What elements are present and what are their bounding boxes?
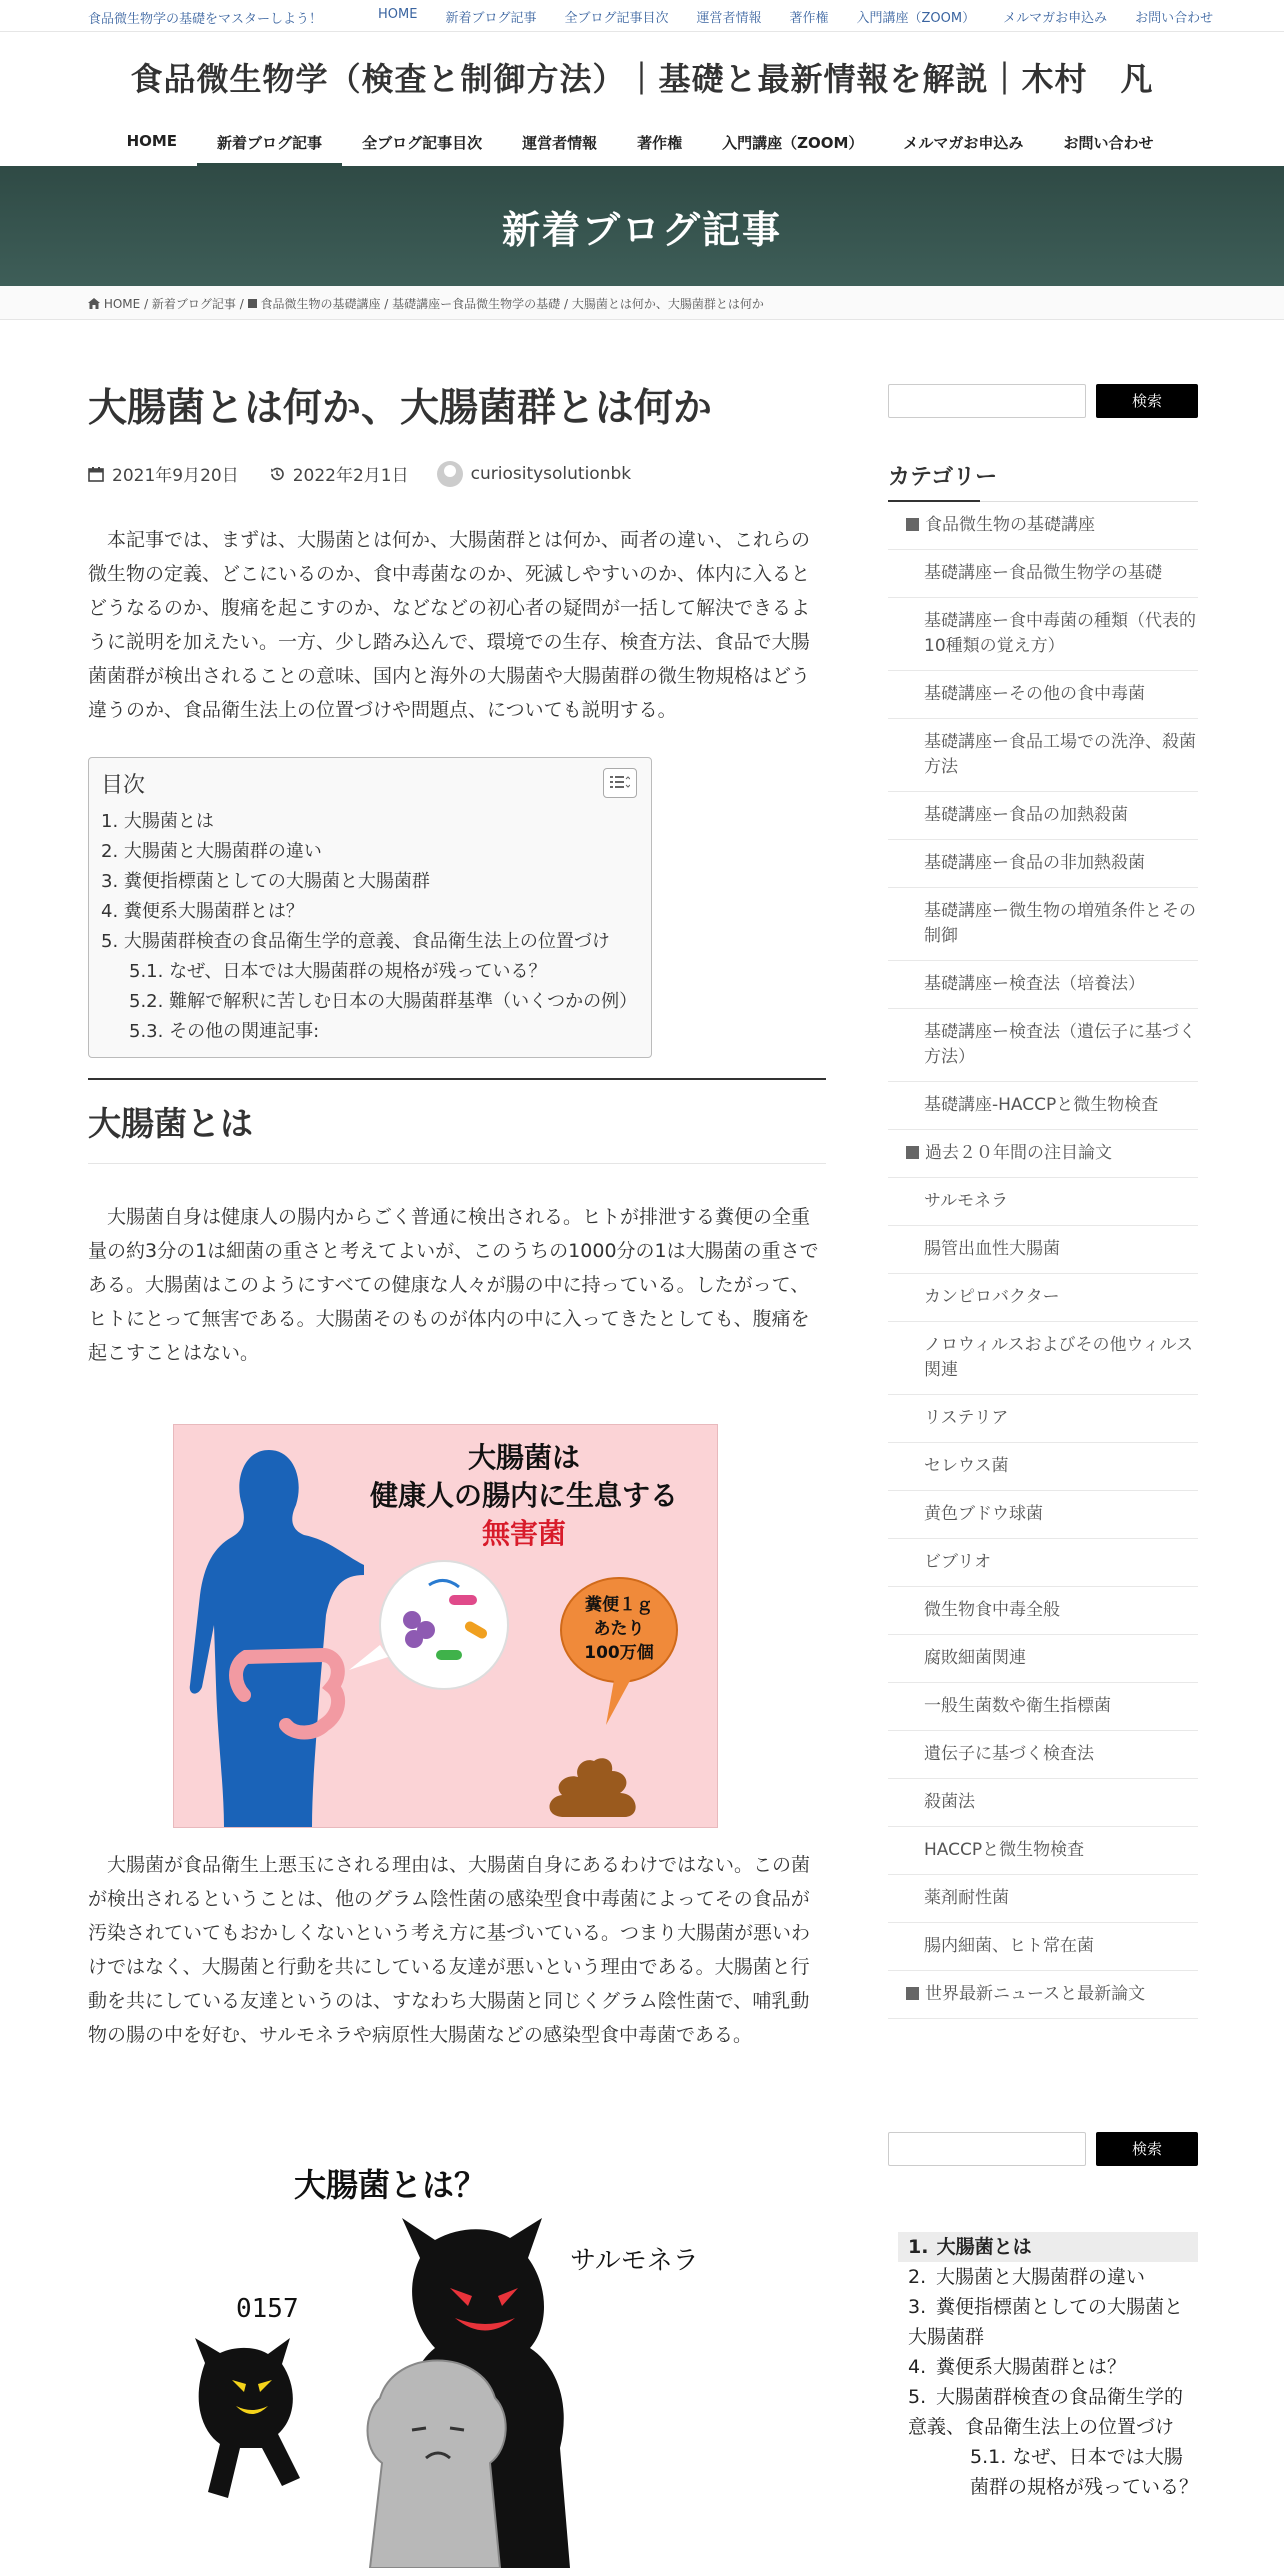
global-nav-copyright[interactable]: 著作権 xyxy=(637,134,683,152)
category-item[interactable]: セレウス菌 xyxy=(888,1443,1198,1491)
sidebar-toc-item[interactable] xyxy=(898,2352,1198,2382)
sidebar-toc-item[interactable] xyxy=(898,2382,1198,2442)
breadcrumb-subcategory[interactable]: 基礎講座ー食品微生物学の基礎 xyxy=(392,297,561,311)
sidebar-search-2 xyxy=(888,2132,1198,2166)
toc-item[interactable]: 2. 大腸菌と大腸菌群の違い xyxy=(101,840,322,862)
sidebar-search xyxy=(888,384,1198,418)
author-name[interactable]: curiositysolutionbk xyxy=(470,463,632,484)
sidebar-toc-subitem[interactable] xyxy=(898,2442,1198,2502)
site-title[interactable]: 食品微生物学（検査と制御方法）｜基礎と最新情報を解説｜木村 凡 xyxy=(130,60,1154,98)
toc-subitem[interactable]: 5.2. 難解で解釈に苦しむ日本の大腸菌群基準（いくつかの例） xyxy=(129,990,638,1012)
category-item[interactable]: 基礎講座ー食品の非加熱殺菌 xyxy=(888,840,1198,888)
toc-label: 糞便系大腸菌群とは？ xyxy=(936,2356,1127,2378)
top-nav-all-posts[interactable]: 全ブログ記事目次 xyxy=(564,11,669,26)
category-item[interactable]: ノロウィルスおよびその他ウィルス関連 xyxy=(888,1322,1198,1395)
article-intro: 本記事では、まずは、大腸菌とは何か、大腸菌群とは何か、両者の違い、これらの微生物の定義、どこにいるのか、食中毒菌なのか、死滅しやすいのか、体内に入るとどうなるのか、腹痛を起こすのか、などなどの初心者の疑問が一括して解決できるように説明を加えたい。一方、少し踏み込んで、環境での生存、検査方法、食品で大腸菌菌群が検出されることの意味、国内と海外の大腸菌や大腸菌群の微生物規格はどう違うのか、食品衛生法上の位置づけや問題点、についても説明する。 xyxy=(88,528,811,721)
ecoli-friends-illustration xyxy=(150,2148,770,2568)
breadcrumb-new-posts[interactable]: 新着ブログ記事 xyxy=(151,297,236,311)
category-item[interactable]: 基礎講座ー食品工場での洗浄、殺菌方法 xyxy=(888,719,1198,792)
global-nav-home[interactable]: HOME xyxy=(126,132,178,150)
home-icon xyxy=(88,298,100,309)
toc-number: 5. xyxy=(908,2386,927,2408)
calendar-icon xyxy=(88,466,104,482)
category-item[interactable]: 基礎講座ーその他の食中毒菌 xyxy=(888,671,1198,719)
category-widget-title: カテゴリー xyxy=(888,460,1198,502)
top-bar xyxy=(0,0,1284,32)
history-icon xyxy=(269,466,285,482)
category-item[interactable]: 基礎講座-HACCPと微生物検査 xyxy=(888,1082,1198,1130)
global-nav-zoom-course[interactable]: 入門講座（ZOOM） xyxy=(722,134,864,152)
category-item[interactable]: リステリア xyxy=(888,1395,1198,1443)
bubble-line-2: あたり xyxy=(593,1619,645,1639)
toc-item[interactable]: 1. 大腸菌とは xyxy=(101,810,214,832)
toc-label: 糞便指標菌としての大腸菌と大腸菌群 xyxy=(908,2296,1184,2348)
category-item[interactable]: ビブリオ xyxy=(888,1539,1198,1587)
top-nav-copyright[interactable]: 著作権 xyxy=(789,11,829,26)
article xyxy=(88,370,826,1370)
germ-characters-graphic xyxy=(150,2148,770,2568)
updated-date: 2022年2月1日 xyxy=(292,466,409,487)
toc-item[interactable]: 5. 大腸菌群検査の食品衛生学的意義、食品衛生法上の位置づけ xyxy=(101,930,610,952)
author-avatar xyxy=(437,461,463,487)
sidebar-toc-item[interactable] xyxy=(898,2262,1198,2292)
toc-label: 大腸菌と大腸菌群の違い xyxy=(936,2266,1146,2288)
category-item[interactable] xyxy=(888,1971,1198,2019)
page-header-title: 新着ブログ記事 xyxy=(501,207,782,252)
section-heading: 大腸菌とは xyxy=(88,1078,826,1164)
table-of-contents xyxy=(88,757,652,1058)
category-item[interactable]: 基礎講座ー食中毒菌の種類（代表的10種類の覚え方） xyxy=(888,598,1198,671)
global-nav-new-posts[interactable]: 新着ブログ記事 xyxy=(197,126,342,166)
breadcrumb-home[interactable]: HOME xyxy=(103,297,141,311)
illustration-line-2: 健康人の腸内に生息する xyxy=(369,1479,678,1512)
top-nav-zoom-course[interactable]: 入門講座（ZOOM） xyxy=(856,11,976,26)
toc-item[interactable]: 4. 糞便系大腸菌群とは？ xyxy=(101,900,304,922)
illustration-line-1: 大腸菌は xyxy=(467,1441,580,1474)
global-nav-all-posts[interactable]: 全ブログ記事目次 xyxy=(362,134,483,152)
category-item[interactable] xyxy=(888,1130,1198,1178)
folder-icon xyxy=(906,518,919,531)
folder-icon xyxy=(906,1146,919,1159)
category-item[interactable]: カンピロバクター xyxy=(888,1274,1198,1322)
top-nav-new-posts[interactable]: 新着ブログ記事 xyxy=(445,11,537,26)
top-nav-newsletter[interactable]: メルマガお申込み xyxy=(1003,11,1108,26)
sidebar-search-button[interactable]: 検索 xyxy=(1096,384,1198,418)
category-label: 世界最新ニュースと最新論文 xyxy=(925,1984,1146,2004)
top-nav-home[interactable]: HOME xyxy=(378,7,418,22)
toc-number: 1. xyxy=(908,2236,929,2258)
sidebar-search-input[interactable] xyxy=(888,384,1086,418)
article-title: 大腸菌とは何か、大腸菌群とは何か xyxy=(88,386,713,431)
category-item[interactable]: 腐敗細菌関連 xyxy=(888,1635,1198,1683)
page-header-banner xyxy=(0,166,1284,286)
category-item[interactable]: HACCPと微生物検査 xyxy=(888,1827,1198,1875)
category-item[interactable]: サルモネラ xyxy=(888,1178,1198,1226)
sidebar-toc-item[interactable] xyxy=(898,2232,1198,2262)
toc-number: 2. xyxy=(908,2266,927,2288)
top-nav-contact[interactable]: お問い合わせ xyxy=(1135,11,1214,26)
category-item[interactable]: 黄色ブドウ球菌 xyxy=(888,1491,1198,1539)
category-item[interactable]: 基礎講座ー食品の加熱殺菌 xyxy=(888,792,1198,840)
category-list xyxy=(888,502,1198,2019)
toc-item[interactable]: 3. 糞便指標菌としての大腸菌と大腸菌群 xyxy=(101,870,430,892)
category-item[interactable]: 殺菌法 xyxy=(888,1779,1198,1827)
article-meta xyxy=(88,461,826,487)
toc-subitem[interactable]: 5.1. なぜ、日本では大腸菌群の規格が残っている？ xyxy=(129,960,547,982)
toc-label: 大腸菌とは xyxy=(936,2236,1032,2258)
bubble-line-3: 100万個 xyxy=(584,1643,654,1663)
category-item[interactable]: 基礎講座ー食品微生物学の基礎 xyxy=(888,550,1198,598)
category-item[interactable]: 薬剤耐性菌 xyxy=(888,1875,1198,1923)
illustration-bubble-text xyxy=(562,1593,676,1665)
global-nav xyxy=(126,126,1154,166)
toc-subitem[interactable]: 5.3. その他の関連記事: xyxy=(129,1020,320,1042)
site-tagline: 食品微生物学の基礎をマスターしよう！ xyxy=(88,12,323,27)
figure-title: 大腸菌とは？ xyxy=(293,2166,486,2204)
figure-label-o157: 0157 xyxy=(236,2294,299,2324)
illustration-caption xyxy=(344,1439,704,1553)
category-item[interactable]: 一般生菌数や衛生指標菌 xyxy=(888,1683,1198,1731)
toc-number: 3. xyxy=(908,2296,927,2318)
sidebar-toc xyxy=(898,2232,1198,2502)
top-nav-about[interactable]: 運営者情報 xyxy=(696,11,762,26)
section-paragraph: 大腸菌が食品衛生上悪玉にされる理由は、大腸菌自身にあるわけではない。この菌が検出されるということは、他のグラム陰性菌の感染型食中毒菌によってその食品が汚染されていてもおかしくないという考え方に基づいている。つまり大腸菌が悪いわけではなく、大腸菌と行動を共にしている友達が悪いという理由である。大腸菌と行動を共にしている友達というのは、すなわち大腸菌と同じくグラム陰性菌で、哺乳動物の腸の中を好む、サルモネラや病原性大腸菌などの感染型食中毒菌である。 xyxy=(88,1854,811,2046)
category-item[interactable]: 遺伝子に基づく検査法 xyxy=(888,1731,1198,1779)
category-label: 過去２０年間の注目論文 xyxy=(925,1143,1112,1163)
category-item[interactable]: 腸管出血性大腸菌 xyxy=(888,1226,1198,1274)
ecoli-harmless-illustration xyxy=(173,1424,718,1828)
section-paragraph: 大腸菌自身は健康人の腸内からごく普通に検出される。ヒトが排泄する糞便の全重量の約3分の1は細菌の重さと考えてよいが、このうちの1000分の1は大腸菌の重さである。大腸菌はこのようにすべての健康な人々が腸の中に持っている。したがって、ヒトにとって無害である。大腸菌そのものが体内の中に入ってきたとしても、腹痛を起こすことはない。 xyxy=(88,1205,819,1364)
category-item[interactable]: 基礎講座ー検査法（培養法） xyxy=(888,961,1198,1009)
toc-toggle-button[interactable] xyxy=(603,768,637,798)
category-item[interactable]: 微生物食中毒全般 xyxy=(888,1587,1198,1635)
toc-title: 目次 xyxy=(101,772,146,798)
category-item[interactable]: 基礎講座ー検査法（遺伝子に基づく方法） xyxy=(888,1009,1198,1082)
toc-label: 大腸菌群検査の食品衛生学的意義、食品衛生法上の位置づけ xyxy=(908,2386,1184,2438)
top-nav xyxy=(378,7,1241,26)
sidebar-search-input-2[interactable] xyxy=(888,2132,1086,2166)
toc-number: 4. xyxy=(908,2356,927,2378)
category-label: 食品微生物の基礎講座 xyxy=(925,515,1095,535)
folder-icon xyxy=(248,299,257,308)
bubble-line-1: 糞便１ｇ xyxy=(585,1595,653,1615)
category-item[interactable] xyxy=(888,502,1198,550)
category-item[interactable]: 腸内細菌、ヒト常在菌 xyxy=(888,1923,1198,1971)
toc-number: 5.1. xyxy=(970,2446,1007,2468)
illustration-line-3: 無害菌 xyxy=(481,1517,566,1550)
sidebar-search-button-2[interactable]: 検索 xyxy=(1096,2132,1198,2166)
sidebar-toc-item[interactable] xyxy=(898,2292,1198,2352)
breadcrumb-category[interactable]: 食品微生物の基礎講座 xyxy=(260,297,381,311)
breadcrumb: HOME / 新着ブログ記事 / 食品微生物の基礎講座 / 基礎講座ー食品微生物学の基礎 / 大腸菌とは何か、大腸菌群とは何か xyxy=(0,286,1284,320)
category-item[interactable]: 基礎講座ー微生物の増殖条件とその制御 xyxy=(888,888,1198,961)
folder-icon xyxy=(906,1987,919,2000)
published-date: 2021年9月20日 xyxy=(112,466,239,487)
global-nav-newsletter[interactable]: メルマガお申込み xyxy=(903,134,1024,152)
global-nav-contact[interactable]: お問い合わせ xyxy=(1063,134,1154,152)
list-toggle-icon xyxy=(610,775,630,789)
toc-label: なぜ、日本では大腸菌群の規格が残っている？ xyxy=(970,2446,1199,2498)
global-nav-about[interactable]: 運営者情報 xyxy=(522,134,598,152)
figure-label-salmonella: サルモネラ xyxy=(570,2246,699,2276)
sidebar xyxy=(888,384,1198,2019)
breadcrumb-current: 大腸菌とは何か、大腸菌群とは何か xyxy=(571,297,764,311)
